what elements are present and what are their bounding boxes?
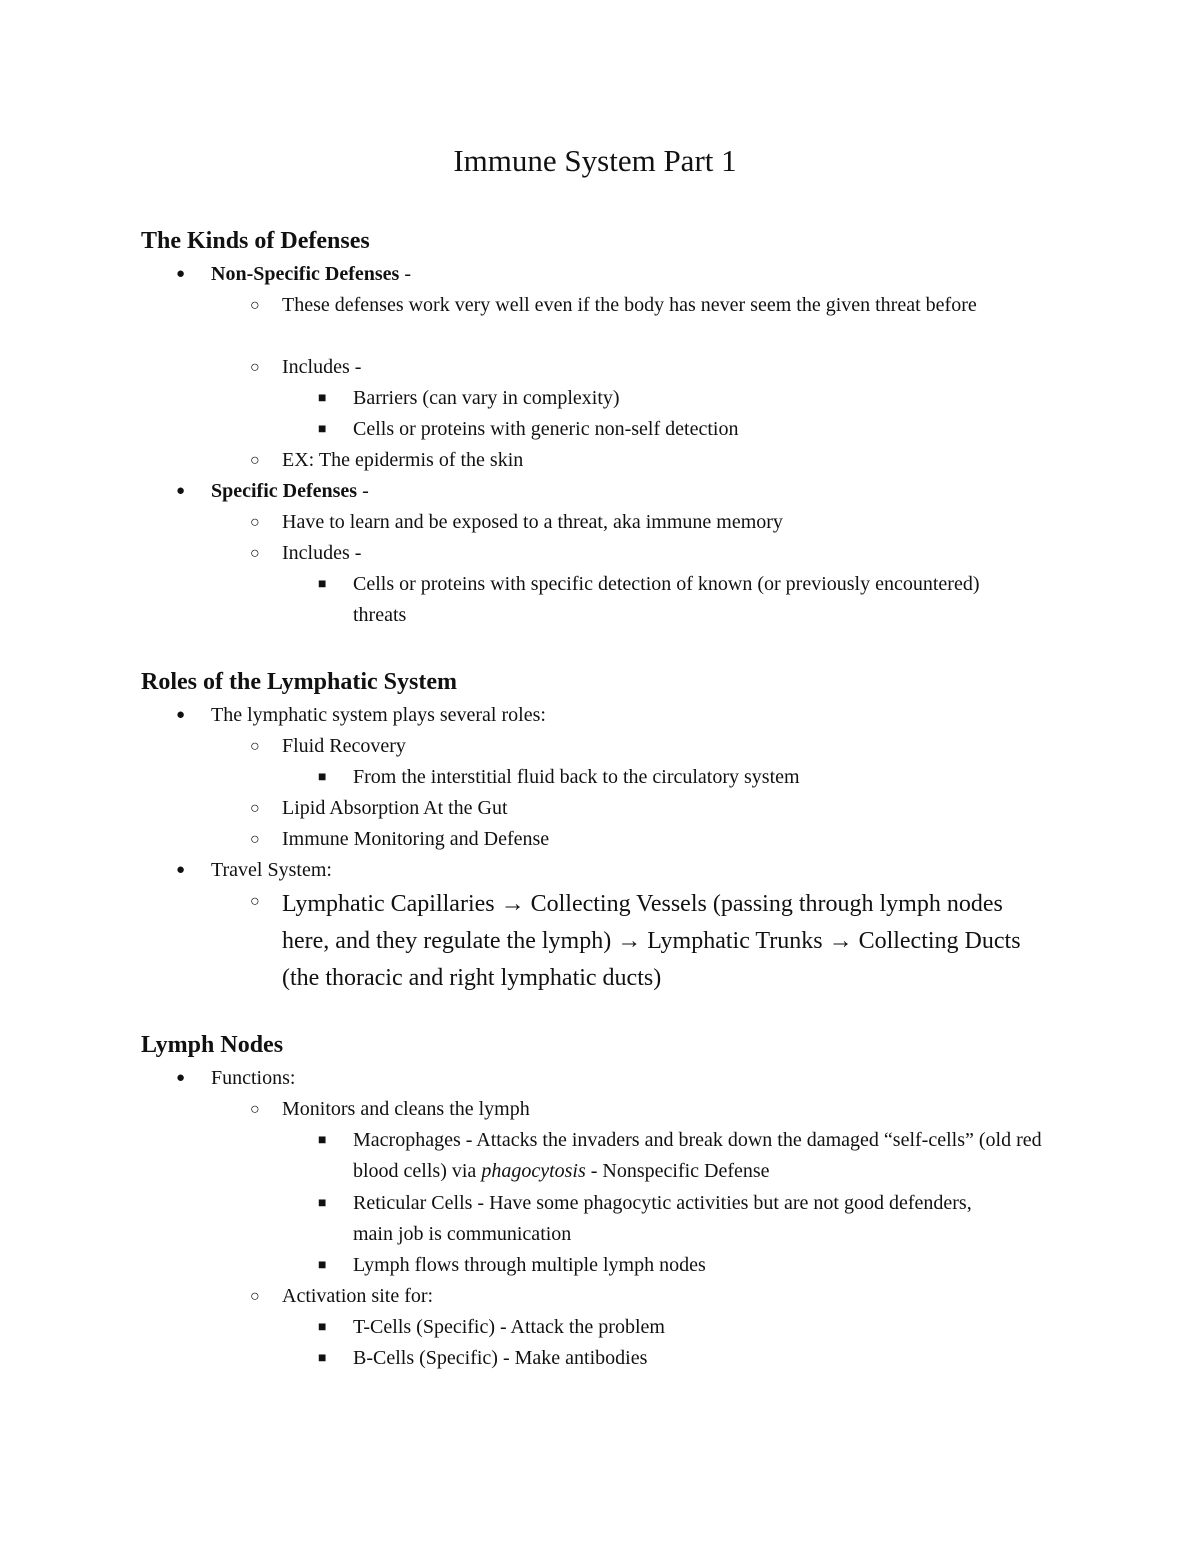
bullet-circle-icon: ○ (250, 800, 260, 817)
bullet-disc-icon: ● (176, 483, 186, 499)
role-lipid-absorption: Lipid Absorption At the Gut (282, 797, 508, 819)
macrophages-text: Macrophages - Attacks the invaders and break down the damaged “self-cells” (old red blood cells) via phagocytosis - Nonspecific Defense (353, 1129, 1042, 1182)
bullet-square-icon: ■ (318, 577, 327, 592)
bullet-circle-icon: ○ (250, 452, 260, 469)
bullet-disc-icon: ● (176, 266, 186, 282)
bullet-square-icon: ■ (318, 1196, 327, 1211)
specific-label: Specific Defenses (211, 480, 358, 502)
b-cells-text: B-Cells (Specific) - Make antibodies (353, 1347, 648, 1369)
bullet-circle-icon: ○ (250, 738, 260, 755)
bullet-circle-icon: ○ (250, 359, 260, 376)
nonspecific-example: EX: The epidermis of the skin (282, 449, 524, 471)
nonspecific-desc: These defenses work very well even if the body has never seem the given threat before (282, 294, 977, 316)
bullet-circle-icon: ○ (250, 893, 260, 910)
heading-lymph-nodes: Lymph Nodes (141, 1032, 284, 1058)
bullet-square-icon: ■ (318, 391, 327, 406)
document-page: Immune System Part 1 The Kinds of Defenses ● Non-Specific Defenses - ○ These defenses work very well even if the body has never seem the given threat before ○ Includes - ■ Barriers (can vary in complexity) ■ Cells or proteins with generic non-self detection ○ EX: The epidermis of the skin ● Specific Defenses - ○ Have to learn and be exposed to a threat, aka immune memory ○ Includes - ■ Cells or proteins with specific detection of known (or previously encountered) threats Roles of the Lymphatic System ● The lymphatic system plays several roles: ○ Fluid Recovery ■ From the interstitial fluid back to the circulatory system ○ Lipid Absorption At the Gut ○ Immune Monitoring and Defense ● Travel System: ○ Lymphatic Capillaries → Collecting Vessels (passing through lymph nodes here, and they regulate the lymph) → Lymphatic Trunks → Collecting Ducts (the thoracic and right lymphatic ducts) Lymph Nodes ● Functions: ○ Monitors and cleans the lymph ■ Macrophages - Attacks the invaders and break down the damaged “self-cells” (old red blood cells) via phagocytosis - Nonspecific Defense ■ Reticular Cells - Have some phagocytic activities but are not good defenders, main job is communication ■ Lymph flows through multiple lymph nodes ○ Activation site for: ■ T-Cells (Specific) - Attack the problem ■ B-Cells (Specific) - Make antibodies (0, 0, 1200, 1553)
bullet-square-icon: ■ (318, 1133, 327, 1148)
bullet-square-icon: ■ (318, 770, 327, 785)
page-title: Immune System Part 1 (453, 143, 737, 178)
bullet-circle-icon: ○ (250, 545, 260, 562)
t-cells-text: T-Cells (Specific) - Attack the problem (353, 1316, 665, 1338)
bullet-square-icon: ■ (318, 422, 327, 437)
bullet-circle-icon: ○ (250, 514, 260, 531)
monitors-cleans: Monitors and cleans the lymph (282, 1098, 530, 1120)
functions-label: Functions: (211, 1067, 296, 1089)
bullet-circle-icon: ○ (250, 831, 260, 848)
bullet-circle-icon: ○ (250, 1288, 260, 1305)
heading-lymphatic-roles: Roles of the Lymphatic System (141, 669, 457, 695)
nonspecific-label: Non-Specific Defenses (211, 263, 400, 285)
bullet-circle-icon: ○ (250, 1101, 260, 1118)
bullet-square-icon: ■ (318, 1258, 327, 1273)
specific-includes: Includes - (282, 542, 362, 564)
nonspecific-include-2: Cells or proteins with generic non-self detection (353, 418, 739, 440)
bullet-disc-icon: ● (176, 707, 186, 723)
phagocytosis-term: phagocytosis (481, 1160, 586, 1182)
specific-include-1: Cells or proteins with specific detection of known (or previously encountered) threats (353, 573, 980, 626)
travel-path: Lymphatic Capillaries → Collecting Vessels (passing through lymph nodes here, and they regulate the lymph) → Lymphatic Trunks → Collecting Ducts (the thoracic and right lymphatic ducts) (282, 891, 1021, 991)
nonspecific-include-1: Barriers (can vary in complexity) (353, 387, 620, 409)
nonspecific-includes: Includes - (282, 356, 362, 378)
bullet-circle-icon: ○ (250, 297, 260, 314)
lymph-flow-text: Lymph flows through multiple lymph nodes (353, 1254, 706, 1276)
reticular-cells-text: Reticular Cells - Have some phagocytic activities but are not good defenders, main job is communication (353, 1192, 972, 1245)
lymphatic-intro: The lymphatic system plays several roles: (211, 704, 546, 726)
specific-desc: Have to learn and be exposed to a threat, aka immune memory (282, 511, 783, 533)
activation-site-label: Activation site for: (282, 1285, 434, 1307)
travel-system-label: Travel System: (211, 859, 332, 881)
role-fluid-recovery: Fluid Recovery (282, 735, 406, 757)
bullet-disc-icon: ● (176, 862, 186, 878)
bullet-disc-icon: ● (176, 1070, 186, 1086)
role-immune-monitoring: Immune Monitoring and Defense (282, 828, 550, 850)
bullet-square-icon: ■ (318, 1320, 327, 1335)
bullet-square-icon: ■ (318, 1351, 327, 1366)
role-fluid-recovery-detail: From the interstitial fluid back to the circulatory system (353, 766, 800, 788)
heading-kinds-of-defenses: The Kinds of Defenses (141, 228, 370, 254)
